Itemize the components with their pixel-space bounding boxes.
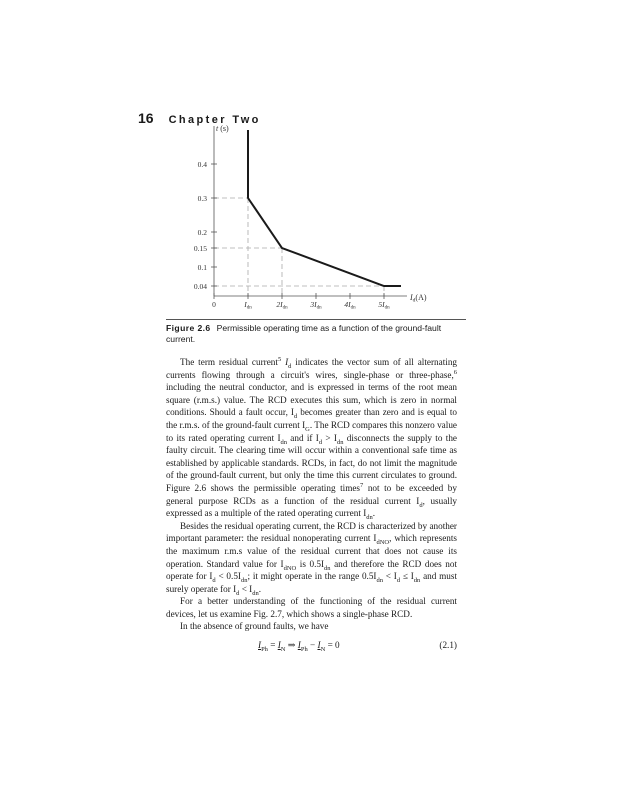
operating-time-chart bbox=[0, 0, 617, 320]
y-tick-label: 0.4 bbox=[197, 160, 207, 169]
x-tick-label: $2I_{dn}$ bbox=[276, 300, 288, 311]
figure-caption bbox=[166, 319, 466, 345]
y-tick-label: 0.15 bbox=[193, 244, 207, 253]
y-tick-label: 0.04 bbox=[193, 282, 207, 291]
equation-number: (2.1) bbox=[439, 640, 457, 651]
paragraph: Besides the residual operating current, the RCD is characterized by another important parameter: the residual nonoperating current $I_{dNO}$, which represents the maximum r.m.s value of the residual current that does not cause its operation. Standard value for $I_{dNO}$ is $0.5I_{dn}$ and therefore the RCD does not operate for $I_d < 0.5I_{dn}$; it might operate in the range $0.5I_{dn} < I_d \le I_{dn}$ and must surely operate for $I_d < I_{dn}$. bbox=[166, 520, 458, 597]
body-text bbox=[166, 356, 457, 659]
series-line bbox=[248, 130, 401, 286]
guide-lines bbox=[214, 198, 384, 296]
figure-caption-text: Permissible operating time as a function of the ground-fault current. bbox=[166, 323, 442, 344]
x-tick-label: 0 bbox=[212, 300, 216, 309]
page-number: 16 bbox=[138, 110, 154, 126]
equation bbox=[166, 639, 457, 659]
paragraph: For a better understanding of the functioning of the residual current devices, let us examine Fig. 2.7, which shows a single-phase RCD. bbox=[166, 596, 457, 619]
x-axis-label: Id(A) bbox=[410, 293, 427, 304]
equation-expression: $I_{Ph} = I_N$ ⇒ $I_{Ph} - I_N = 0$ bbox=[258, 640, 340, 653]
chapter-title: Chapter Two bbox=[168, 114, 261, 126]
y-ticks bbox=[194, 160, 217, 291]
paragraph: In the absence of ground faults, we have bbox=[180, 621, 329, 632]
paragraph: The term residual current$^5$ $I_d$ indicates the vector sum of all alternating currents flowing through a circuit's wires, single-phase or three-phase,$^6$ including the neutral conductor, and is expressed in terms of the root mean square (r.m.s.) value. The RCD executes this sum, which is zero in normal conditions. Should a fault occur, $I_d$ becomes greater than zero and is equal to the r.m.s. of the ground-fault current $I_G$. The RCD compares this nonzero value to its rated operating current $I_{dn}$ and if $I_d > I_{dn}$ disconnects the supply to the faulty circuit. The clearing time will occur within a conventional safe time as established by applicable standards. RCDs, in fact, do not limit the magnitude of the ground-fault current, but only the time this current circulates to ground. Figure 2.6 shows the permissible operating times$^7$ not to be exceeded by general purpose RCDs as a function of the residual current $I_d$, usually expressed as a multiple of the rated operating current $I_{dn}$. bbox=[166, 355, 458, 521]
y-tick-label: 0.1 bbox=[197, 263, 207, 272]
x-tick-label: $4I_{dn}$ bbox=[344, 300, 356, 311]
x-tick-label: $I_{dn}$ bbox=[244, 300, 252, 311]
figure-label: Figure 2.6 bbox=[166, 323, 211, 333]
x-tick-label: $5I_{dn}$ bbox=[378, 300, 390, 311]
y-tick-label: 0.2 bbox=[197, 228, 207, 237]
y-axis-label: t (s) bbox=[216, 124, 229, 133]
x-tick-label: $3I_{dn}$ bbox=[310, 300, 322, 311]
y-tick-label: 0.3 bbox=[197, 194, 207, 203]
